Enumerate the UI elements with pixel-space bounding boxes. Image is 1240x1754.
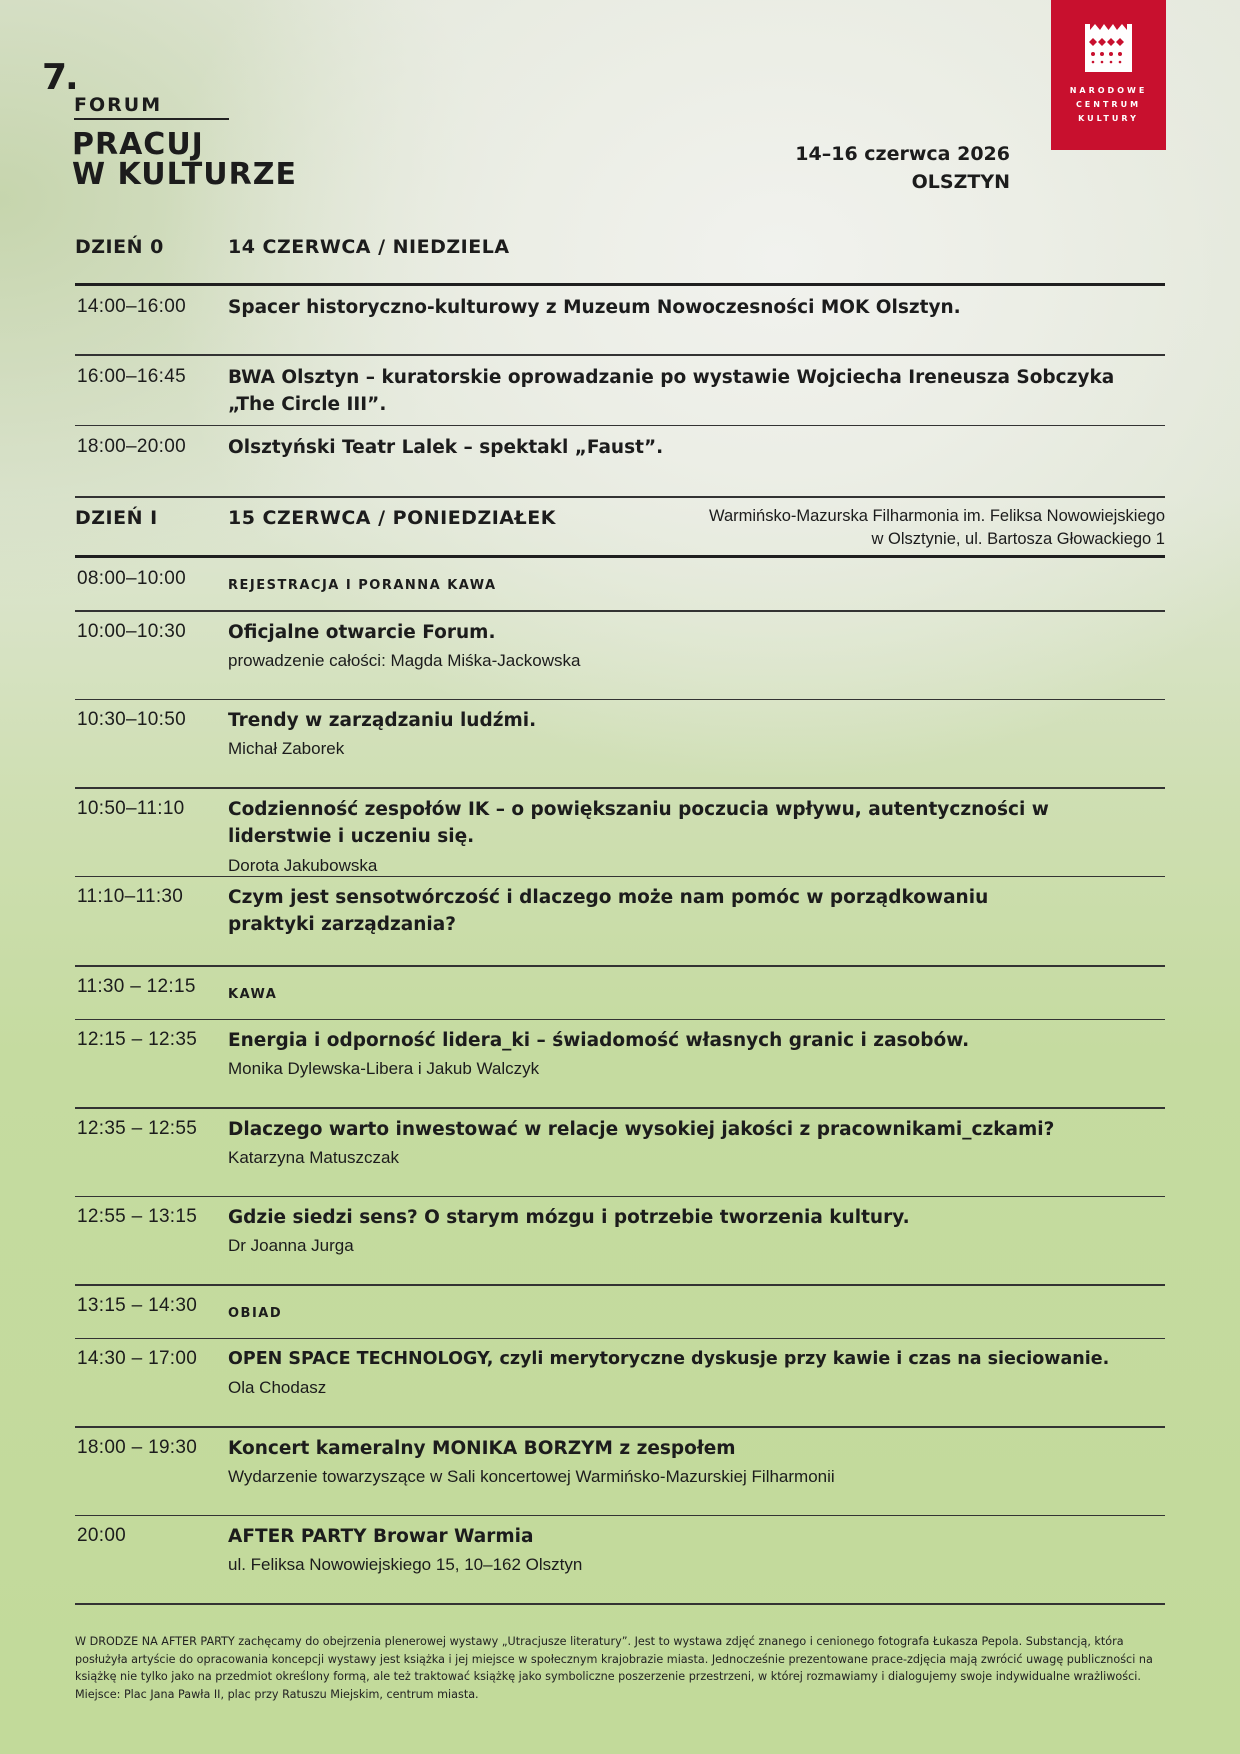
row-title: Trendy w zarządzaniu ludźmi. (228, 710, 537, 731)
row-time: 12:35 – 12:55 (77, 1117, 198, 1139)
row-title: Oficjalne otwarcie Forum. (228, 621, 496, 643)
row-time: 10:50–11:10 (77, 797, 185, 819)
event-city: OLSZTYN (911, 171, 1010, 193)
venue-line1: Warmińsko-Mazurska Filharmonia im. Feliksa Nowowiejskiego (708, 507, 1165, 525)
row-time: 08:00–10:00 (77, 568, 186, 589)
schedule-row (75, 1516, 1165, 1603)
event-dates (795, 140, 1010, 196)
row-title: Gdzie siedzi sens? O starym mózgu i potrzebie tworzenia kultury. (228, 1207, 910, 1228)
schedule-row (75, 1020, 1165, 1107)
row-time: 12:15 – 12:35 (77, 1029, 198, 1050)
footnote: W DRODZE NA AFTER PARTY zachęcamy do obejrzenia plenerowej wystawy „Utracjusze literatury”. Jest to wystawa zdjęć znanego i cenionego fotografa Łukasza Pepola. Substancją, która posłużyła artyście do opracowania koncepcji wystawy jest książka i jej miejsce w społecznym krajobrazie miasta. Jednocześnie prezentowane prace-zdjęcia mają zwrócić uwagę publiczności na książkę nie tylko jako na przedmiot określony formą, ale też traktować książkę jako symboliczne poszerzenie przestrzeni, w której rozmawiamy i dialogujemy swoje indywidualne wrażliwości. Miejsce: Plac Jana Pawła II, plac przy Ratuszu Miejskim, centrum miasta. (75, 1635, 1153, 1701)
row-time: 14:30 – 17:00 (77, 1348, 198, 1369)
divider (75, 1603, 1165, 1605)
row-time: 10:00–10:30 (77, 620, 186, 642)
row-time: 11:10–11:30 (77, 886, 184, 907)
divider (75, 496, 1165, 498)
row-time: 20:00 (77, 1525, 127, 1546)
row-title: Spacer historyczno-kulturowy z Muzeum Nowoczesności MOK Olsztyn. (228, 297, 961, 318)
schedule-row (75, 1197, 1165, 1284)
day-label: DZIEŃ I (75, 507, 158, 529)
logo-title-line2: W KULTURZE (72, 157, 297, 192)
day-1-section (75, 507, 1165, 1605)
logo-title-line1: PRACUJ (72, 127, 204, 162)
row-speaker: Monika Dylewska-Libera i Jakub Walczyk (228, 1059, 540, 1078)
row-speaker: Michał Zaborek (228, 739, 345, 758)
event-date-range: 14–16 czerwca 2026 (795, 143, 1010, 165)
day-label: DZIEŃ 0 (75, 236, 164, 258)
row-time: 16:00–16:45 (77, 365, 186, 387)
row-speaker: ul. Feliksa Nowowiejskiego 15, 10–162 Olsztyn (228, 1555, 583, 1574)
schedule-row (75, 1109, 1165, 1196)
day-venue (709, 505, 1165, 551)
schedule-row (75, 1428, 1165, 1515)
nck-wordmark (1051, 84, 1166, 126)
nck-badge (1051, 0, 1166, 150)
schedule-row (75, 286, 1165, 354)
day-header (75, 236, 1165, 283)
logo-title (72, 127, 297, 192)
row-time: 12:55 – 13:15 (77, 1206, 198, 1227)
schedule-row (75, 612, 1165, 699)
schedule-row (75, 789, 1165, 876)
edition-number: 7. (42, 57, 77, 98)
schedule-row (75, 1339, 1165, 1426)
schedule-row (75, 356, 1165, 425)
row-title: KAWA (228, 986, 278, 1002)
day-date: 14 CZERWCA / NIEDZIELA (228, 236, 510, 258)
logo-divider (74, 118, 229, 120)
row-title: BWA Olsztyn – kuratorskie oprowadzanie po wystawie Wojciecha Ireneusza Sobczyka „The Circle III”. (228, 366, 1115, 415)
schedule-row (75, 1286, 1165, 1338)
logo-forum-word: FORUM (74, 94, 163, 116)
row-speaker: Dr Joanna Jurga (228, 1236, 354, 1255)
row-title: REJESTRACJA I PORANNA KAWA (228, 578, 497, 593)
schedule-row (75, 426, 1165, 496)
nck-line2: CENTRUM (1075, 100, 1142, 109)
row-title: Olsztyński Teatr Lalek – spektakl „Faust”. (228, 437, 664, 458)
row-speaker: Katarzyna Matuszczak (228, 1147, 400, 1167)
schedule-row (75, 558, 1165, 610)
row-speaker: Wydarzenie towarzyszące w Sali koncertowej Warmińsko-Mazurskiej Filharmonii (228, 1466, 835, 1486)
day-date: 15 CZERWCA / PONIEDZIAŁEK (228, 507, 556, 529)
schedule-row (75, 700, 1165, 787)
row-time: 18:00 – 19:30 (77, 1436, 198, 1458)
row-speaker: Dorota Jakubowska (228, 855, 378, 875)
row-title: Codzienność zespołów IK – o powiększaniu poczucia wpływu, autentyczności w liderstwie i uczeniu się. (228, 798, 1049, 847)
row-speaker: prowadzenie całości: Magda Miśka-Jackowska (228, 650, 581, 670)
row-time: 18:00–20:00 (77, 436, 186, 457)
row-title: Energia i odporność lidera_ki – świadomość własnych granic i zasobów. (228, 1030, 970, 1051)
row-title: OPEN SPACE TECHNOLOGY, czyli merytoryczne dyskusje przy kawie i czas na sieciowanie. (228, 1349, 1110, 1369)
day-header (75, 507, 1165, 555)
venue-line2: w Olsztynie, ul. Bartosza Głowackiego 1 (871, 530, 1165, 548)
row-time: 11:30 – 12:15 (77, 975, 196, 997)
nck-line3: KULTURY (1078, 114, 1139, 123)
day-0-section (75, 236, 1165, 498)
row-time: 13:15 – 14:30 (77, 1294, 198, 1316)
row-title: Koncert kameralny MONIKA BORZYM z zespołem (228, 1437, 736, 1459)
row-speaker: Ola Chodasz (228, 1378, 327, 1397)
crown-icon (1085, 24, 1132, 72)
schedule-row (75, 967, 1165, 1019)
nck-line1: NARODOWE (1069, 86, 1148, 95)
schedule-row (75, 877, 1165, 965)
row-time: 10:30–10:50 (77, 709, 186, 730)
row-title: Dlaczego warto inwestować w relacje wysokiej jakości z pracownikami_czkami? (228, 1118, 1055, 1140)
row-time: 14:00–16:00 (77, 296, 186, 317)
row-title: Czym jest sensotwórczość i dlaczego może nam pomóc w porządkowaniu praktyki zarządzania? (228, 887, 989, 935)
row-title: OBIAD (228, 1305, 283, 1321)
row-title: AFTER PARTY Browar Warmia (228, 1526, 534, 1547)
